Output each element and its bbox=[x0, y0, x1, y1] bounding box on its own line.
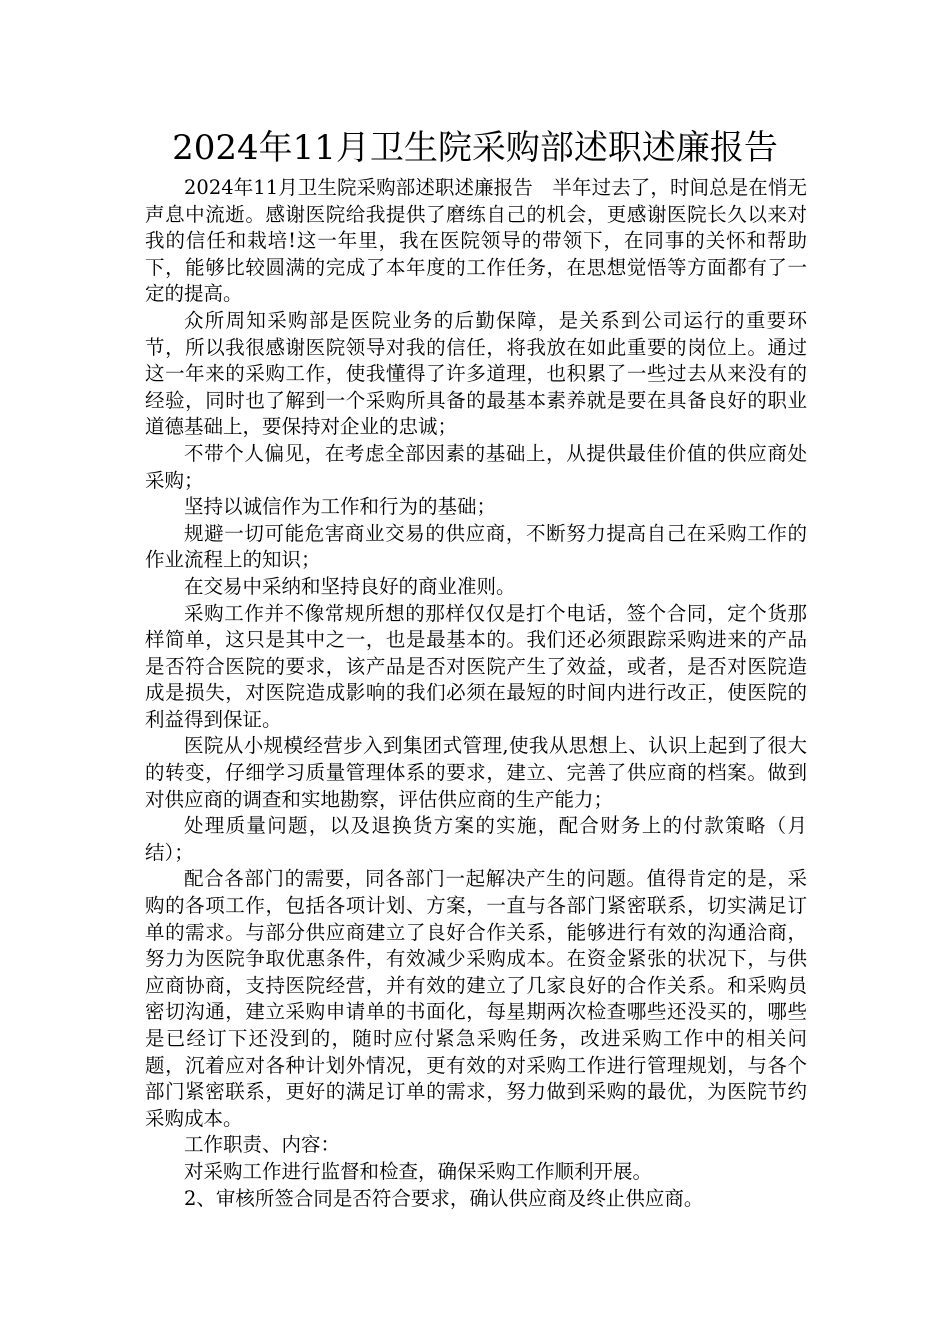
paragraph-no-bias: 不带个人偏见，在考虑全部因素的基础上，从提供最佳价值的供应商处采购； bbox=[145, 441, 807, 492]
paragraph-avoid-risk: 规避一切可能危害商业交易的供应商，不断努力提高自己在采购工作的作业流程上的知识； bbox=[145, 521, 807, 572]
paragraph-quality-issues: 处理质量问题，以及退换货方案的实施，配合财务上的付款策略（月结）； bbox=[145, 814, 807, 864]
paragraph-procurement-work: 采购工作并不像常规所想的那样仅仅是打个电话，签个合同，定个货那样简单，这只是其中之一，也是最基本的。我们还必须跟踪采购进来的产品是否符合医院的要求，该产品是否对医院产生了效益，或者，是否对医院造成是损失，对医院造成影响的我们必须在最短的时间内进行改正，使医院的利益得到保证。 bbox=[145, 601, 807, 731]
paragraph-intro: 2024年11月卫生院采购部述职述廉报告 半年过去了，时间总是在悄无声息中流逝。感谢医院给我提供了磨练自己的机会，更感谢医院长久以来对我的信任和栽培!这一年里，我在医院领导的带领下，在同事的关怀和帮助下，能够比较圆满的完成了本年度的工作任务，在思想觉悟等方面都有了一定的提高。 bbox=[145, 176, 807, 306]
paragraph-duty-contracts: 2、审核所签合同是否符合要求，确认供应商及终止供应商。 bbox=[184, 1186, 704, 1210]
document-title: 2024年11月卫生院采购部述职述廉报告 bbox=[172, 128, 778, 168]
paragraph-integrity: 坚持以诚信作为工作和行为的基础； bbox=[184, 495, 497, 519]
paragraph-department-cooperation: 配合各部门的需要，同各部门一起解决产生的问题。值得肯定的是，采购的各项工作，包括各项计划、方案，一直与各部门紧密联系，切实满足订单的需求。与部分供应商建立了良好合作关系，能够进行有效的沟通洽商，努力为医院争取优惠条件，有效减少采购成本。在资金紧张的状况下，与供应商协商，支持医院经营，并有效的建立了几家良好的合作关系。和采购员密切沟通，建立采购申请单的书面化，每星期两次检查哪些还没买的，哪些是已经订下还没到的，随时应付紧急采购任务，改进采购工作中的相关问题，沉着应对各种计划外情况，更有效的对采购工作进行管理规划，与各个部门紧密联系，更好的满足订单的需求，努力做到采购的最优，为医院节约采购成本。 bbox=[145, 867, 807, 1130]
paragraph-procurement-role: 众所周知采购部是医院业务的后勤保障，是关系到公司运行的重要环节，所以我很感谢医院领导对我的信任，将我放在如此重要的岗位上。通过这一年来的采购工作，使我懂得了许多道理，也积累了一些过去从来没有的经验，同时也了解到一个采购所具备的最基本素养就是要在具备良好的职业道德基础上，要保持对企业的忠诚； bbox=[145, 308, 807, 439]
paragraph-business-rules: 在交易中采纳和坚持良好的商业准则。 bbox=[184, 574, 516, 598]
paragraph-group-management: 医院从小规模经营步入到集团式管理,使我从思想上、认识上起到了很大的转变，仔细学习质量管理体系的要求，建立、完善了供应商的档案。做到对供应商的调查和实地勘察，评估供应商的生产能力； bbox=[145, 734, 807, 811]
paragraph-duty-supervision: 对采购工作进行监督和检查，确保采购工作顺利开展。 bbox=[184, 1159, 653, 1183]
paragraph-duties-heading: 工作职责、内容： bbox=[184, 1133, 341, 1157]
document-body bbox=[145, 175, 807, 1212]
